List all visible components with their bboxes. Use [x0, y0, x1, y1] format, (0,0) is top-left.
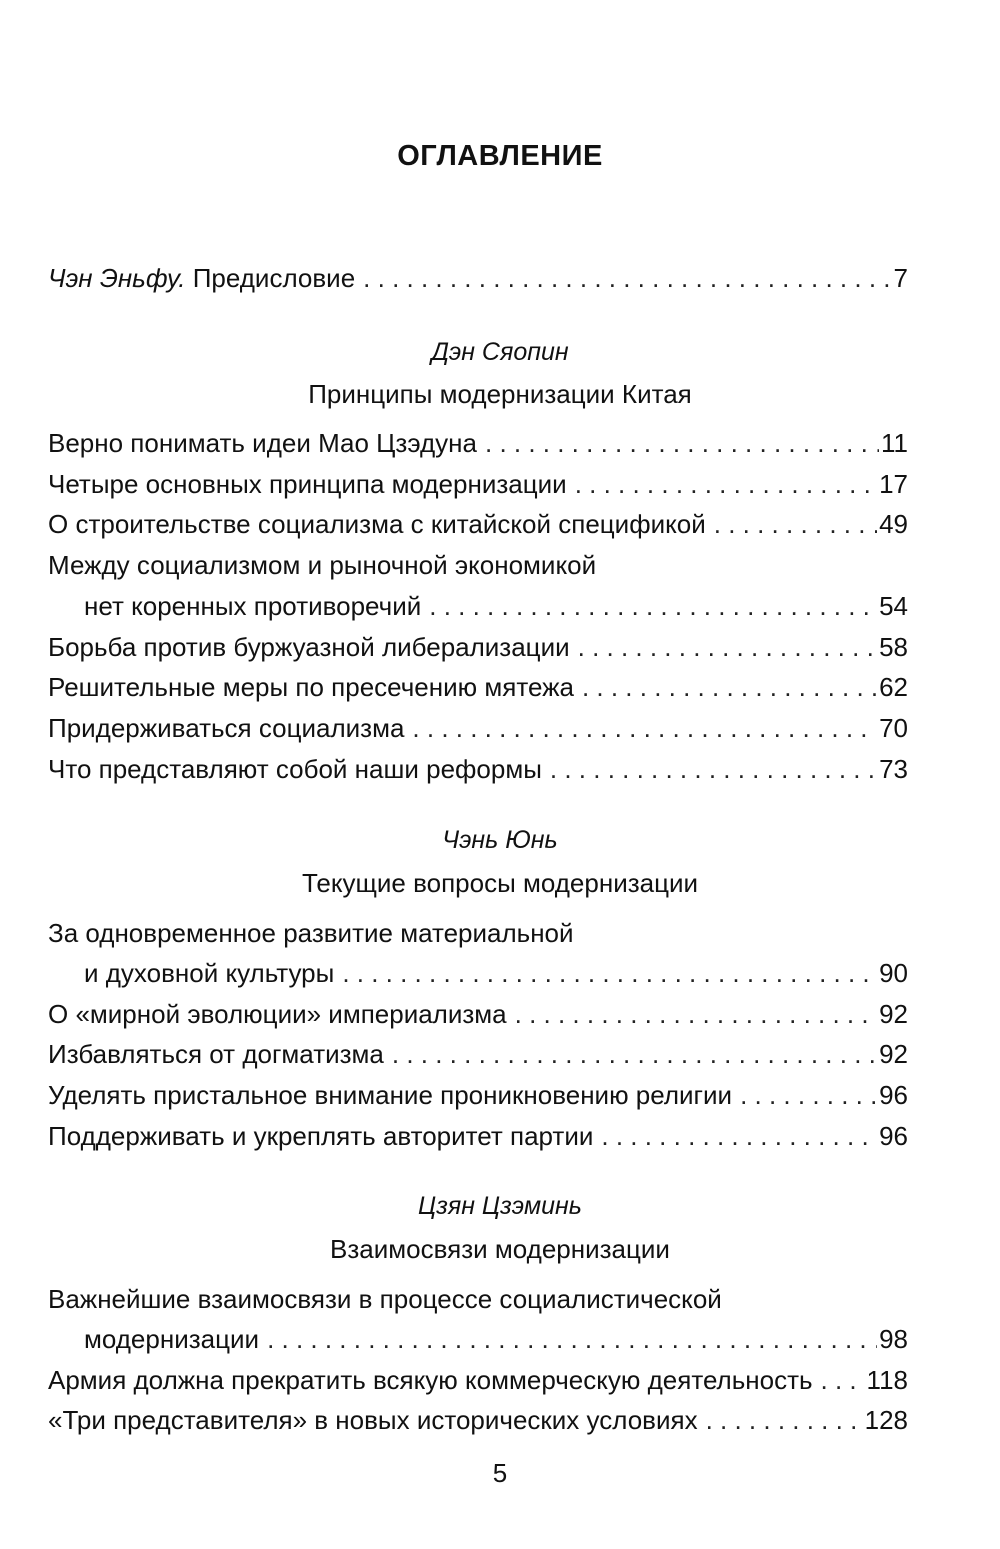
toc-entry — [48, 1360, 908, 1400]
section-title: Принципы модернизации Китая — [308, 379, 692, 409]
toc-entry-label: Борьба против буржуазной либерализации — [48, 632, 570, 662]
toc-page-number: 96 — [879, 1080, 908, 1110]
toc-entry — [48, 667, 908, 707]
leader-dots — [363, 258, 891, 298]
toc-page-number: 7 — [893, 263, 908, 293]
toc-entry-label: О «мирной эволюции» империализма — [48, 999, 507, 1029]
toc-page-number: 118 — [866, 1365, 908, 1395]
section-author: Чэнь Юнь — [442, 826, 558, 854]
toc-entry-label: нет коренных противоречий — [84, 591, 422, 621]
toc-entry-label: Четыре основных принципа модернизации — [48, 469, 567, 499]
toc-entry-label: Уделять пристальное внимание проникновению религии — [48, 1080, 733, 1110]
leader-dots — [714, 504, 877, 544]
toc-entry — [48, 1400, 908, 1440]
toc-page-number: 96 — [879, 1121, 908, 1151]
toc-entry-label: «Три представителя» в новых исторических условиях — [48, 1405, 698, 1435]
leader-dots — [392, 1034, 877, 1074]
leader-dots — [550, 749, 877, 789]
toc-entry-label-line1: За одновременное развитие материальной — [48, 918, 574, 948]
toc-entry — [48, 627, 908, 667]
toc-entry-label: Армия должна прекратить всякую коммерческую деятельность — [48, 1365, 813, 1395]
leader-dots — [575, 464, 877, 504]
toc-entry — [48, 1075, 908, 1115]
toc-page-number: 128 — [864, 1405, 908, 1435]
preface-label: Предисловие — [192, 263, 356, 293]
toc-entry-label: и духовной культуры — [84, 958, 335, 988]
toc-entry-label: Избавляться от догматизма — [48, 1039, 384, 1069]
leader-dots — [485, 423, 879, 463]
toc-entry — [48, 708, 908, 748]
toc-entry — [84, 953, 908, 993]
toc-entry-label: Поддерживать и укреплять авторитет партии — [48, 1121, 594, 1151]
toc-entry — [48, 464, 908, 504]
toc-entry-label-line1: Важнейшие взаимосвязи в процессе социалистической — [48, 1284, 722, 1314]
toc-page-number: 17 — [879, 469, 908, 499]
toc-entry — [48, 994, 908, 1034]
toc-entry — [48, 749, 908, 789]
toc-page-number: 70 — [879, 713, 908, 743]
toc-page-number: 90 — [879, 958, 908, 988]
leader-dots — [429, 586, 877, 626]
page-number-footer: 5 — [492, 1458, 508, 1488]
leader-dots — [740, 1075, 877, 1115]
leader-dots — [821, 1360, 865, 1400]
leader-dots — [342, 953, 877, 993]
toc-entry-label: Что представляют собой наши реформы — [48, 754, 542, 784]
toc-entry-label-line1: Между социализмом и рыночной экономикой — [48, 550, 597, 580]
leader-dots — [412, 708, 877, 748]
section-title: Текущие вопросы модернизации — [301, 868, 699, 898]
toc-page-number: 92 — [879, 999, 908, 1029]
toc-entry — [48, 423, 908, 463]
page-title: ОГЛАВЛЕНИЕ — [397, 140, 603, 172]
toc-entry — [48, 504, 908, 544]
toc-entry — [48, 1116, 908, 1156]
toc-entry — [84, 1319, 908, 1359]
toc-entry-label: О строительстве социализма с китайской спецификой — [48, 509, 706, 539]
toc-entry — [48, 1034, 908, 1074]
toc-page-number: 58 — [879, 632, 908, 662]
toc-page-number: 98 — [879, 1324, 908, 1354]
toc-entry-label: Придерживаться социализма — [48, 713, 405, 743]
toc-page-number: 92 — [879, 1039, 908, 1069]
section-author: Цзян Цзэминь — [418, 1192, 582, 1220]
section-author: Дэн Сяопин — [431, 338, 569, 366]
toc-page-number: 62 — [879, 672, 908, 702]
toc-page-number: 54 — [879, 591, 908, 621]
toc-entry-label: Решительные меры по пресечению мятежа — [48, 672, 574, 702]
toc-page-number: 49 — [879, 509, 908, 539]
toc-entry-label — [48, 258, 355, 298]
leader-dots — [267, 1319, 877, 1359]
leader-dots — [578, 627, 877, 667]
toc-entry-label: Верно понимать идеи Мао Цзэдуна — [48, 428, 477, 458]
toc-entry-preface — [48, 258, 908, 298]
toc-entry — [84, 586, 908, 626]
toc-page-number: 73 — [879, 754, 908, 784]
leader-dots — [515, 994, 877, 1034]
toc-entry-label: модернизации — [84, 1324, 260, 1354]
section-title: Взаимосвязи модернизации — [330, 1234, 670, 1264]
leader-dots — [601, 1116, 877, 1156]
preface-author: Чэн Эньфу. — [48, 263, 186, 293]
leader-dots — [706, 1400, 863, 1440]
leader-dots — [582, 667, 877, 707]
toc-page-number: 11 — [881, 428, 908, 458]
